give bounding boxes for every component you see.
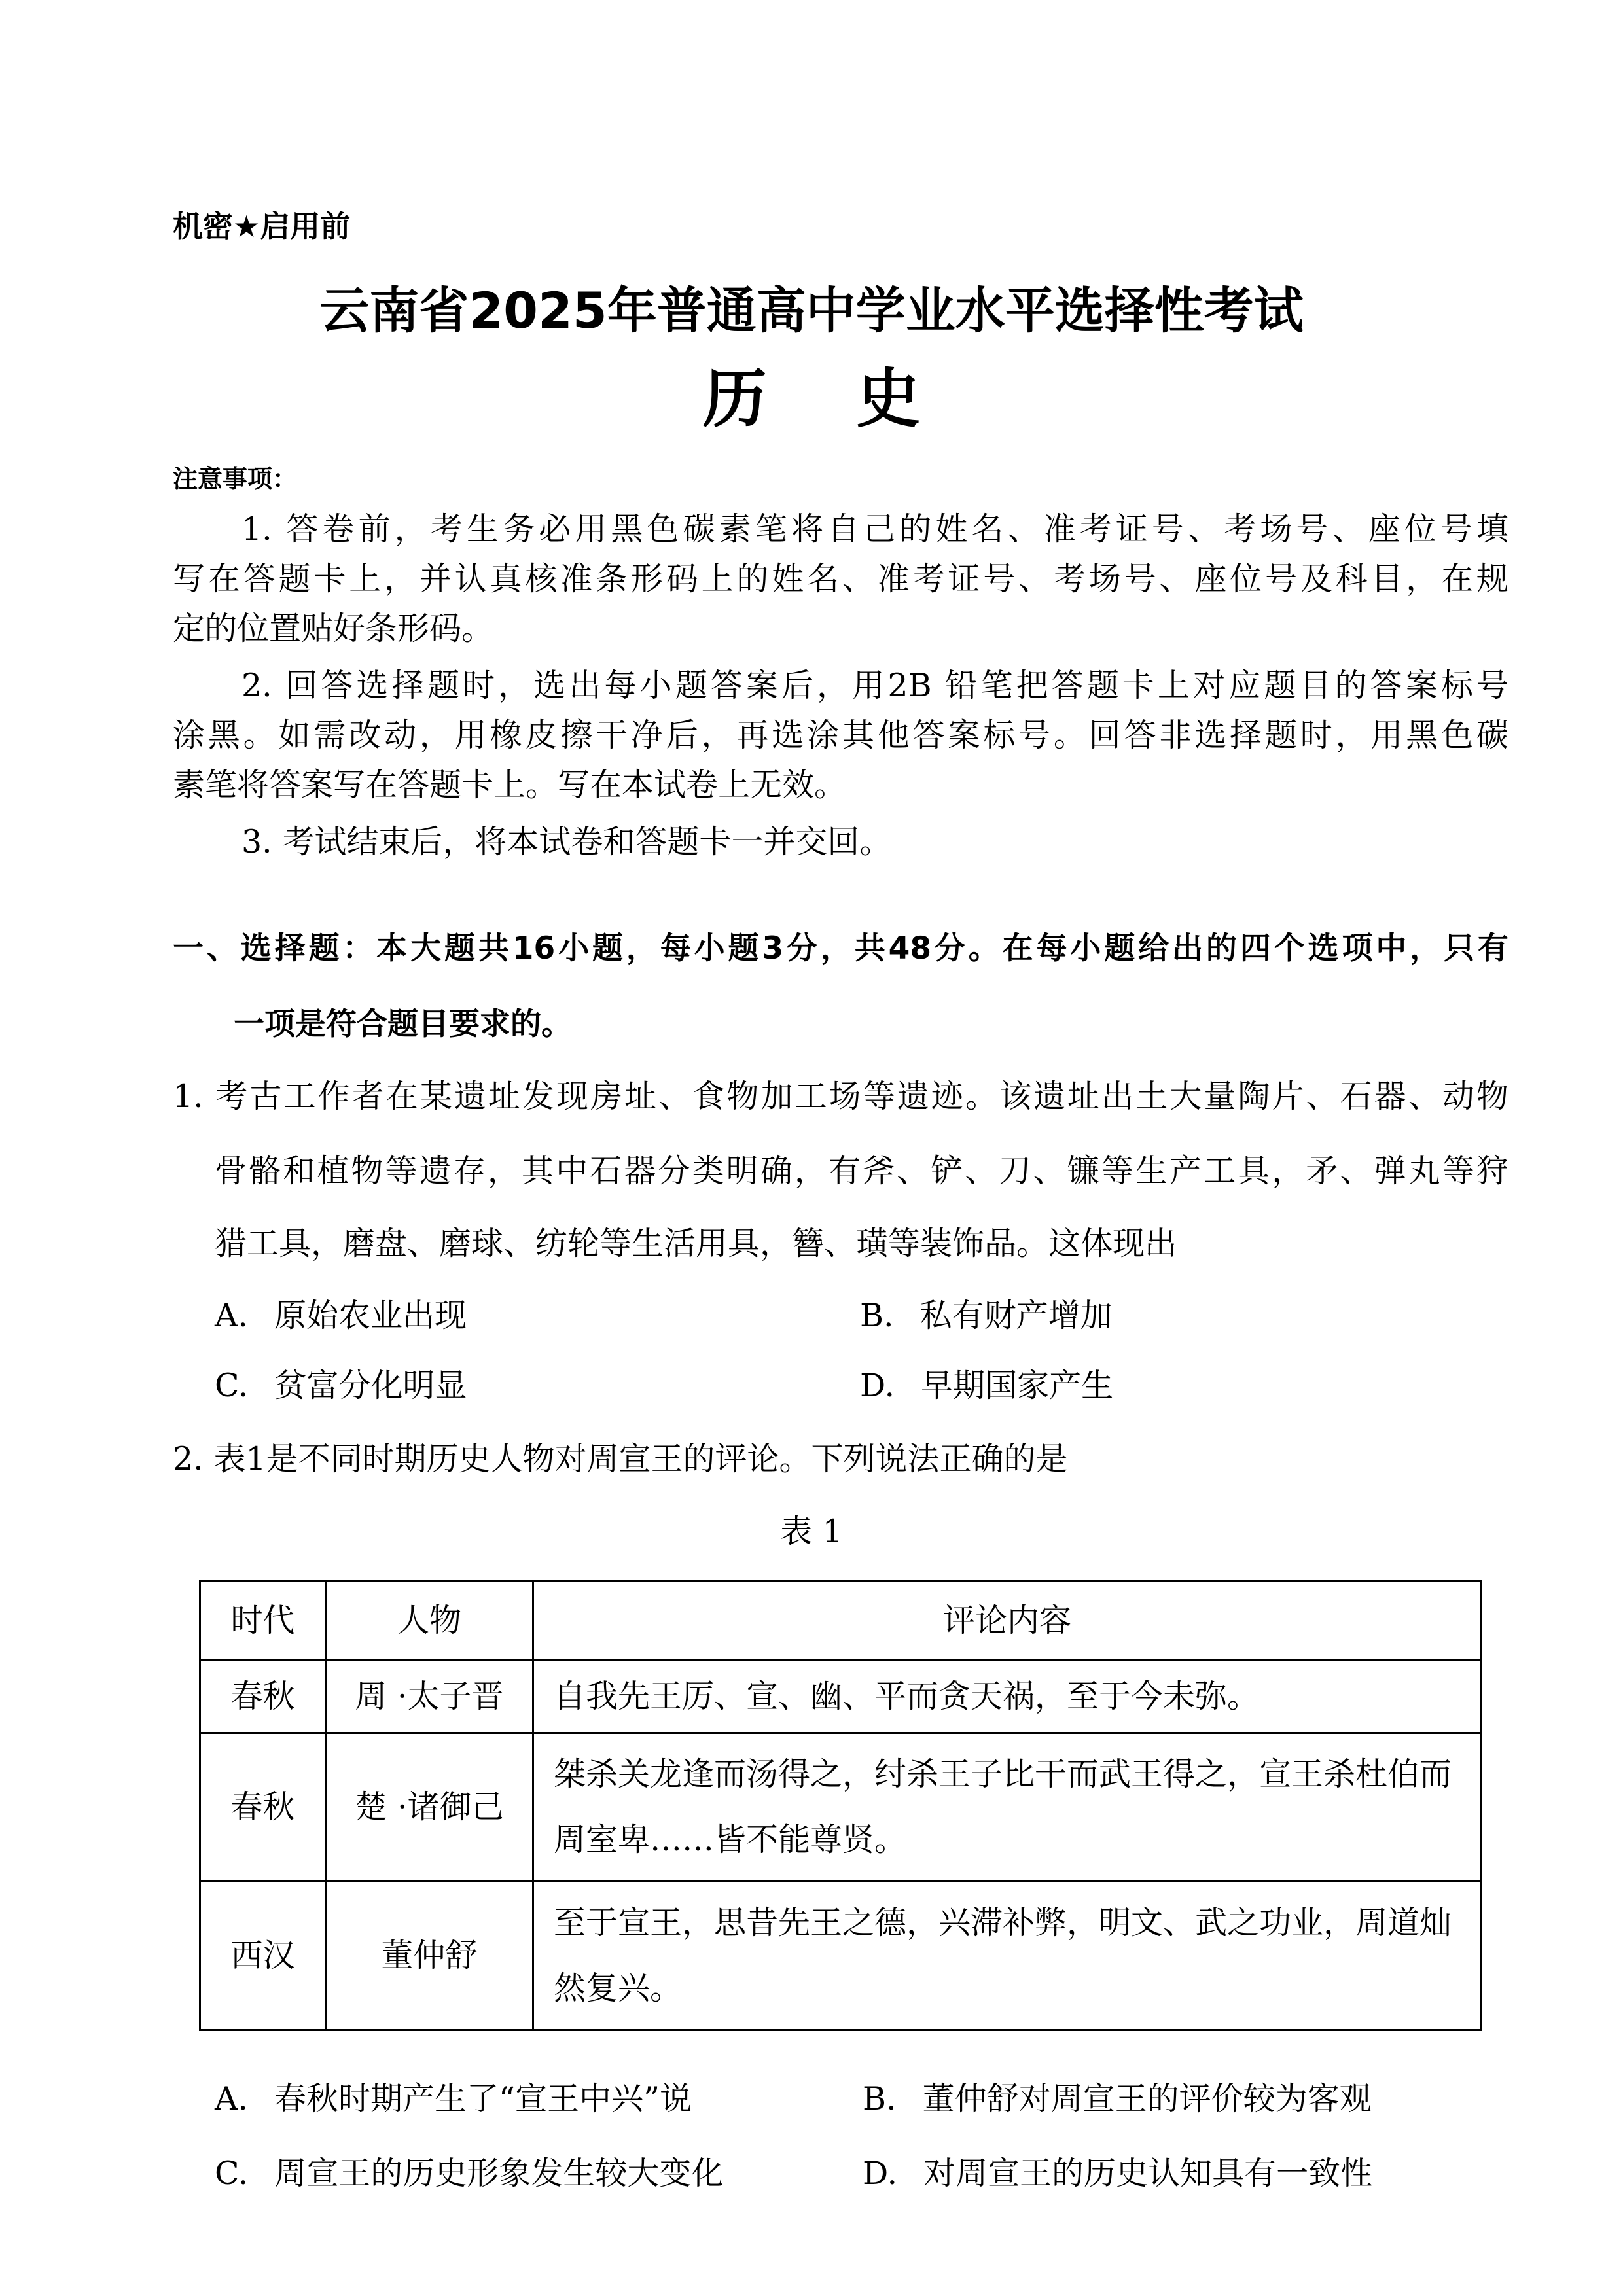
option-text: 对周宣王的历史认知具有一致性: [923, 2155, 1373, 2192]
comment-table: [199, 1580, 1482, 2031]
question-1-stem: 骨骼和植物等遗存，其中石器分类明确，有斧、铲、刀、镰等生产工具，矛、弹丸等狩: [215, 1152, 1508, 1190]
notice-item-2-line: 2. 回答选择题时，选出每小题答案后，用2B 铅笔把答题卡上对应题目的答案标号: [241, 667, 1508, 704]
option-text: 董仲舒对周宣王的评价较为客观: [922, 2080, 1372, 2117]
section-heading-cont: 一项是符合题目要求的。: [234, 1006, 572, 1042]
cell-comment: 桀杀关龙逢而汤得之，纣杀王子比干而武王得之，宣王杀杜伯而周室卑……皆不能尊贤。: [533, 1733, 1482, 1881]
option-letter: A.: [215, 1297, 248, 1334]
header-era: 时代: [200, 1581, 326, 1661]
option-a[interactable]: [215, 1296, 467, 1335]
option-letter: B.: [863, 2080, 897, 2117]
question-1-stem: 1. 考古工作者在某遗址发现房址、食物加工场等遗迹。该遗址出土大量陶片、石器、动物: [173, 1078, 1508, 1115]
option-b[interactable]: [863, 2079, 1372, 2119]
option-letter: C.: [215, 1367, 249, 1404]
cell-person: 董仲舒: [326, 1881, 533, 2030]
option-letter: A.: [215, 2080, 248, 2117]
notice-item-2-line: 涂黑。如需改动，用橡皮擦干净后，再选涂其他答案标号。回答非选择题时，用黑色碳: [173, 716, 1508, 754]
option-letter: C.: [215, 2155, 249, 2192]
notice-item-2-line: 素笔将答案写在答题卡上。写在本试卷上无效。: [173, 766, 847, 804]
option-b[interactable]: [860, 1296, 1113, 1335]
notice-item-3-line: 3. 考试结束后，将本试卷和答题卡一并交回。: [241, 823, 892, 860]
option-text: 周宣王的历史形象发生较大变化: [274, 2155, 724, 2192]
notice-item-1-line: 写在答题卡上，并认真核准条形码上的姓名、准考证号、考场号、座位号及科目，在规: [173, 560, 1508, 597]
header-person: 人物: [326, 1581, 533, 1661]
cell-comment: 自我先王厉、宣、幽、平而贪天祸，至于今未弥。: [533, 1661, 1482, 1733]
question-1-stem: 猎工具，磨盘、磨球、纺轮等生活用具，簪、璜等装饰品。这体现出: [215, 1225, 1177, 1262]
option-d[interactable]: [863, 2154, 1372, 2193]
cell-era: 西汉: [200, 1881, 326, 2030]
notice-heading: 注意事项：: [173, 465, 298, 493]
option-text: 早期国家产生: [921, 1367, 1114, 1404]
header-comment: 评论内容: [533, 1581, 1482, 1661]
option-text: 私有财产增加: [919, 1297, 1113, 1334]
cell-era: 春秋: [200, 1733, 326, 1881]
option-c[interactable]: [215, 2154, 723, 2193]
table-caption: 表 1: [780, 1513, 843, 1550]
option-text: 贫富分化明显: [274, 1367, 467, 1404]
option-text: 春秋时期产生了“宣王中兴”说: [274, 2080, 692, 2117]
cell-comment: 至于宣王，思昔先王之德，兴滞补弊，明文、武之功业，周道灿然复兴。: [533, 1881, 1482, 2030]
option-c[interactable]: [215, 1366, 467, 1405]
notice-item-1-line: 定的位置贴好条形码。: [173, 610, 494, 647]
option-letter: D.: [863, 2155, 898, 2192]
option-a[interactable]: [215, 2079, 692, 2119]
cell-person: 楚 ·诸御己: [326, 1733, 533, 1881]
table-row: [200, 1661, 1482, 1733]
option-letter: B.: [860, 1297, 894, 1334]
notice-item-1-line: 1. 答卷前，考生务必用黑色碳素笔将自己的姓名、准考证号、考场号、座位号填: [241, 510, 1508, 548]
section-heading: 一、选择题：本大题共16小题，每小题3分，共48分。在每小题给出的四个选项中，只有: [173, 930, 1508, 966]
cell-person: 周 ·太子晋: [326, 1661, 533, 1733]
subject-title: 历 史: [702, 362, 921, 436]
exam-title: 云南省2025年普通高中学业水平选择性考试: [319, 281, 1304, 340]
table-row: [200, 1881, 1482, 2030]
option-text: 原始农业出现: [274, 1297, 467, 1334]
table-row: [200, 1733, 1482, 1881]
cell-era: 春秋: [200, 1661, 326, 1733]
table-header-row: [200, 1581, 1482, 1661]
option-letter: D.: [860, 1367, 895, 1404]
question-2-stem: 2. 表1是不同时期历史人物对周宣王的评论。下列说法正确的是: [173, 1440, 1068, 1477]
confidential-label: 机密★启用前: [173, 209, 351, 244]
option-d[interactable]: [860, 1366, 1113, 1405]
